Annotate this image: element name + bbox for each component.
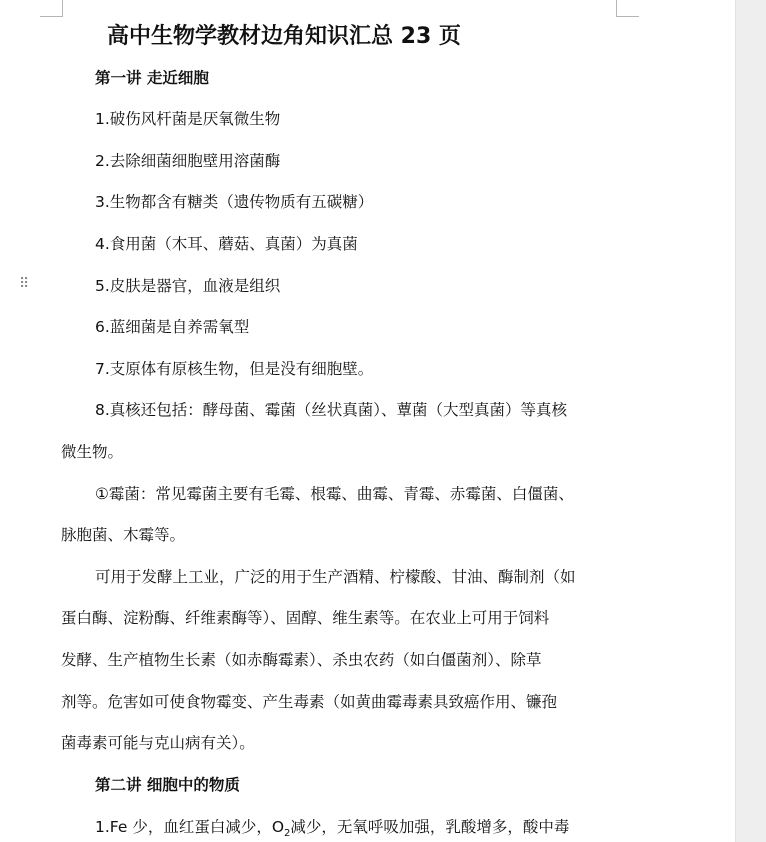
list-item: 6.蓝细菌是自养需氧型 [95, 318, 250, 336]
document-title: 高中生物学教材边角知识汇总 23 页 [107, 24, 461, 49]
page-corner-marker-left [40, 0, 63, 17]
section-heading-1: 第一讲 走近细胞 [95, 69, 209, 87]
usage-paragraph-line-5: 菌毒素可能与克山病有关）。 [61, 734, 255, 752]
section-2-item-1 [95, 817, 570, 840]
vertical-scrollbar[interactable] [735, 0, 766, 842]
list-item: 1.破伤风杆菌是厌氧微生物 [95, 110, 281, 128]
mold-paragraph-line-1: ①霉菌：常见霉菌主要有毛霉、根霉、曲霉、青霉、赤霉菌、白僵菌、 [95, 485, 574, 503]
list-item: 5.皮肤是器官，血液是组织 [95, 277, 281, 295]
page-corner-marker-right [616, 0, 639, 17]
mold-paragraph-line-2: 脉胞菌、木霉等。 [61, 526, 186, 544]
list-item-8-line-1: 8.真核还包括：酵母菌、霉菌（丝状真菌）、蕈菌（大型真菌）等真核 [95, 401, 568, 419]
drag-handle-icon[interactable]: ⠿ [19, 276, 29, 292]
list-item: 3.生物都含有糖类（遗传物质有五碳糖） [95, 193, 374, 211]
list-item: 4.食用菌（木耳、蘑菇、真菌）为真菌 [95, 235, 358, 253]
usage-paragraph-line-1: 可用于发酵上工业，广泛的用于生产酒精、柠檬酸、甘油、酶制剂（如 [95, 568, 576, 586]
oxygen-subscript: 2 [284, 828, 291, 840]
usage-paragraph-line-3: 发酵、生产植物生长素（如赤酶霉素）、杀虫农药（如白僵菌剂）、除草 [61, 651, 542, 669]
section-2-item-1-text-b: 减少，无氧呼吸加强，乳酸增多，酸中毒 [290, 818, 570, 836]
list-item: 2.去除细菌细胞壁用溶菌酶 [95, 152, 281, 170]
usage-paragraph-line-4: 剂等。危害如可使食物霉变、产生毒素（如黄曲霉毒素具致癌作用、镰孢 [61, 693, 558, 711]
section-heading-2: 第二讲 细胞中的物质 [95, 776, 240, 794]
list-item: 7.支原体有原核生物，但是没有细胞壁。 [95, 360, 374, 378]
usage-paragraph-line-2: 蛋白酶、淀粉酶、纤维素酶等）、固醇、维生素等。在农业上可用于饲料 [61, 609, 550, 627]
list-item-8-line-2: 微生物。 [61, 443, 124, 461]
section-2-item-1-text-a: 1.Fe 少，血红蛋白减少，O [95, 818, 285, 836]
